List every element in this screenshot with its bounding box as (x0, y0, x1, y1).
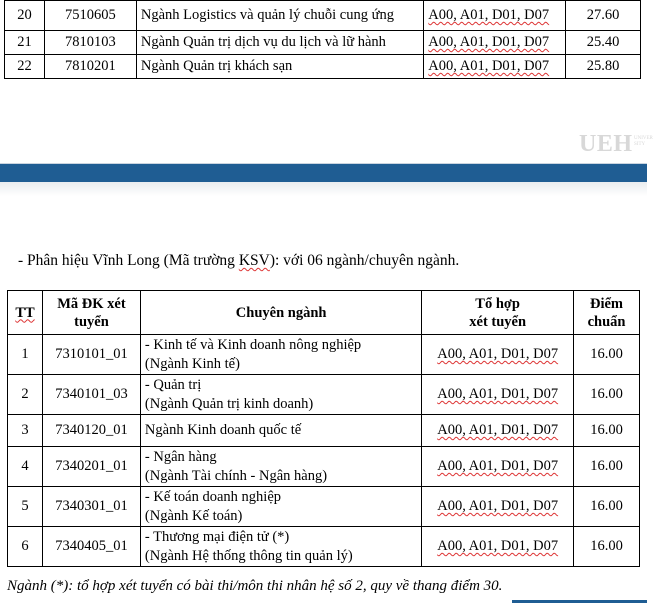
code-cell: 7340101_03 (42, 375, 140, 415)
major-cell: - Kế toán doanh nghiệp (Ngành Kế toán) (140, 487, 421, 527)
table-row (8, 487, 640, 527)
combo-cell: A00, A01, D01, D07 (422, 487, 574, 527)
code-cell: 7810201 (44, 55, 136, 79)
page-break-shadow (0, 182, 647, 196)
code-cell: 7510605 (44, 1, 136, 31)
score-cell: 25.40 (566, 31, 641, 55)
score-cell: 25.80 (566, 55, 641, 79)
code-cell: 7340301_01 (42, 487, 140, 527)
code-cell: 7810103 (44, 31, 136, 55)
score-cell: 16.00 (574, 415, 640, 447)
section-intro: - Phân hiệu Vĩnh Long (Mã trường KSV): với 06 ngành/chuyên ngành. (18, 252, 460, 269)
table-row (8, 415, 640, 447)
tt-cell: 22 (5, 55, 45, 79)
tt-cell: 3 (8, 415, 43, 447)
code-cell: 7340201_01 (42, 447, 140, 487)
ueh-watermark-logo: UEH (579, 131, 633, 157)
major-cell: Ngành Logistics và quản lý chuỗi cung ứng (136, 1, 423, 31)
code-cell: 7310101_01 (42, 335, 140, 375)
header-code: Mã ĐK xét tuyển (42, 291, 140, 335)
table-row (5, 55, 641, 79)
score-cell: 16.00 (574, 527, 640, 567)
table-row (8, 335, 640, 375)
table-row (8, 375, 640, 415)
combo-cell: A00, A01, D01, D07 (422, 335, 574, 375)
table-header-row (8, 291, 640, 335)
score-cell: 16.00 (574, 335, 640, 375)
combo-cell: A00, A01, D01, D07 (424, 55, 566, 79)
score-cell: 16.00 (574, 447, 640, 487)
page-break-bar (0, 164, 647, 182)
header-tt: TT (8, 291, 43, 335)
code-cell: 7340120_01 (42, 415, 140, 447)
combo-cell: A00, A01, D01, D07 (422, 447, 574, 487)
table-row (8, 527, 640, 567)
tt-cell: 5 (8, 487, 43, 527)
tt-cell: 4 (8, 447, 43, 487)
tt-cell: 1 (8, 335, 43, 375)
school-code: KSV (238, 252, 270, 269)
header-score: Điểm chuẩn (574, 291, 640, 335)
major-cell: - Thương mại điện tử (*) (Ngành Hệ thống thông tin quản lý) (140, 527, 421, 567)
table-row (8, 447, 640, 487)
major-cell: Ngành Quản trị dịch vụ du lịch và lữ hành (136, 31, 423, 55)
score-cell: 27.60 (566, 1, 641, 31)
score-cell: 16.00 (574, 375, 640, 415)
top-table (4, 0, 641, 79)
tt-cell: 21 (5, 31, 45, 55)
footer-accent-line (512, 600, 647, 603)
major-cell: - Quản trị (Ngành Quản trị kinh doanh) (140, 375, 421, 415)
tt-cell: 2 (8, 375, 43, 415)
ueh-watermark-subtext: UNIVER SITY (634, 136, 653, 147)
score-cell: 16.00 (574, 487, 640, 527)
header-major: Chuyên ngành (140, 291, 421, 335)
major-cell: Ngành Quản trị khách sạn (136, 55, 423, 79)
combo-cell: A00, A01, D01, D07 (422, 527, 574, 567)
header-combo: Tổ hợp xét tuyển (422, 291, 574, 335)
code-cell: 7340405_01 (42, 527, 140, 567)
combo-cell: A00, A01, D01, D07 (424, 31, 566, 55)
tt-cell: 6 (8, 527, 43, 567)
major-cell: Ngành Kinh doanh quốc tế (140, 415, 421, 447)
major-cell: - Ngân hàng (Ngành Tài chính - Ngân hàng) (140, 447, 421, 487)
table-row (5, 1, 641, 31)
combo-cell: A00, A01, D01, D07 (424, 1, 566, 31)
admission-scores-table (7, 290, 640, 567)
combo-cell: A00, A01, D01, D07 (422, 415, 574, 447)
footnote: Ngành (*): tổ hợp xét tuyển có bài thi/môn thi nhân hệ số 2, quy về thang điểm 30. (7, 578, 503, 594)
table-row (5, 31, 641, 55)
combo-cell: A00, A01, D01, D07 (422, 375, 574, 415)
major-cell: - Kinh tế và Kinh doanh nông nghiệp (Ngành Kinh tế) (140, 335, 421, 375)
tt-cell: 20 (5, 1, 45, 31)
